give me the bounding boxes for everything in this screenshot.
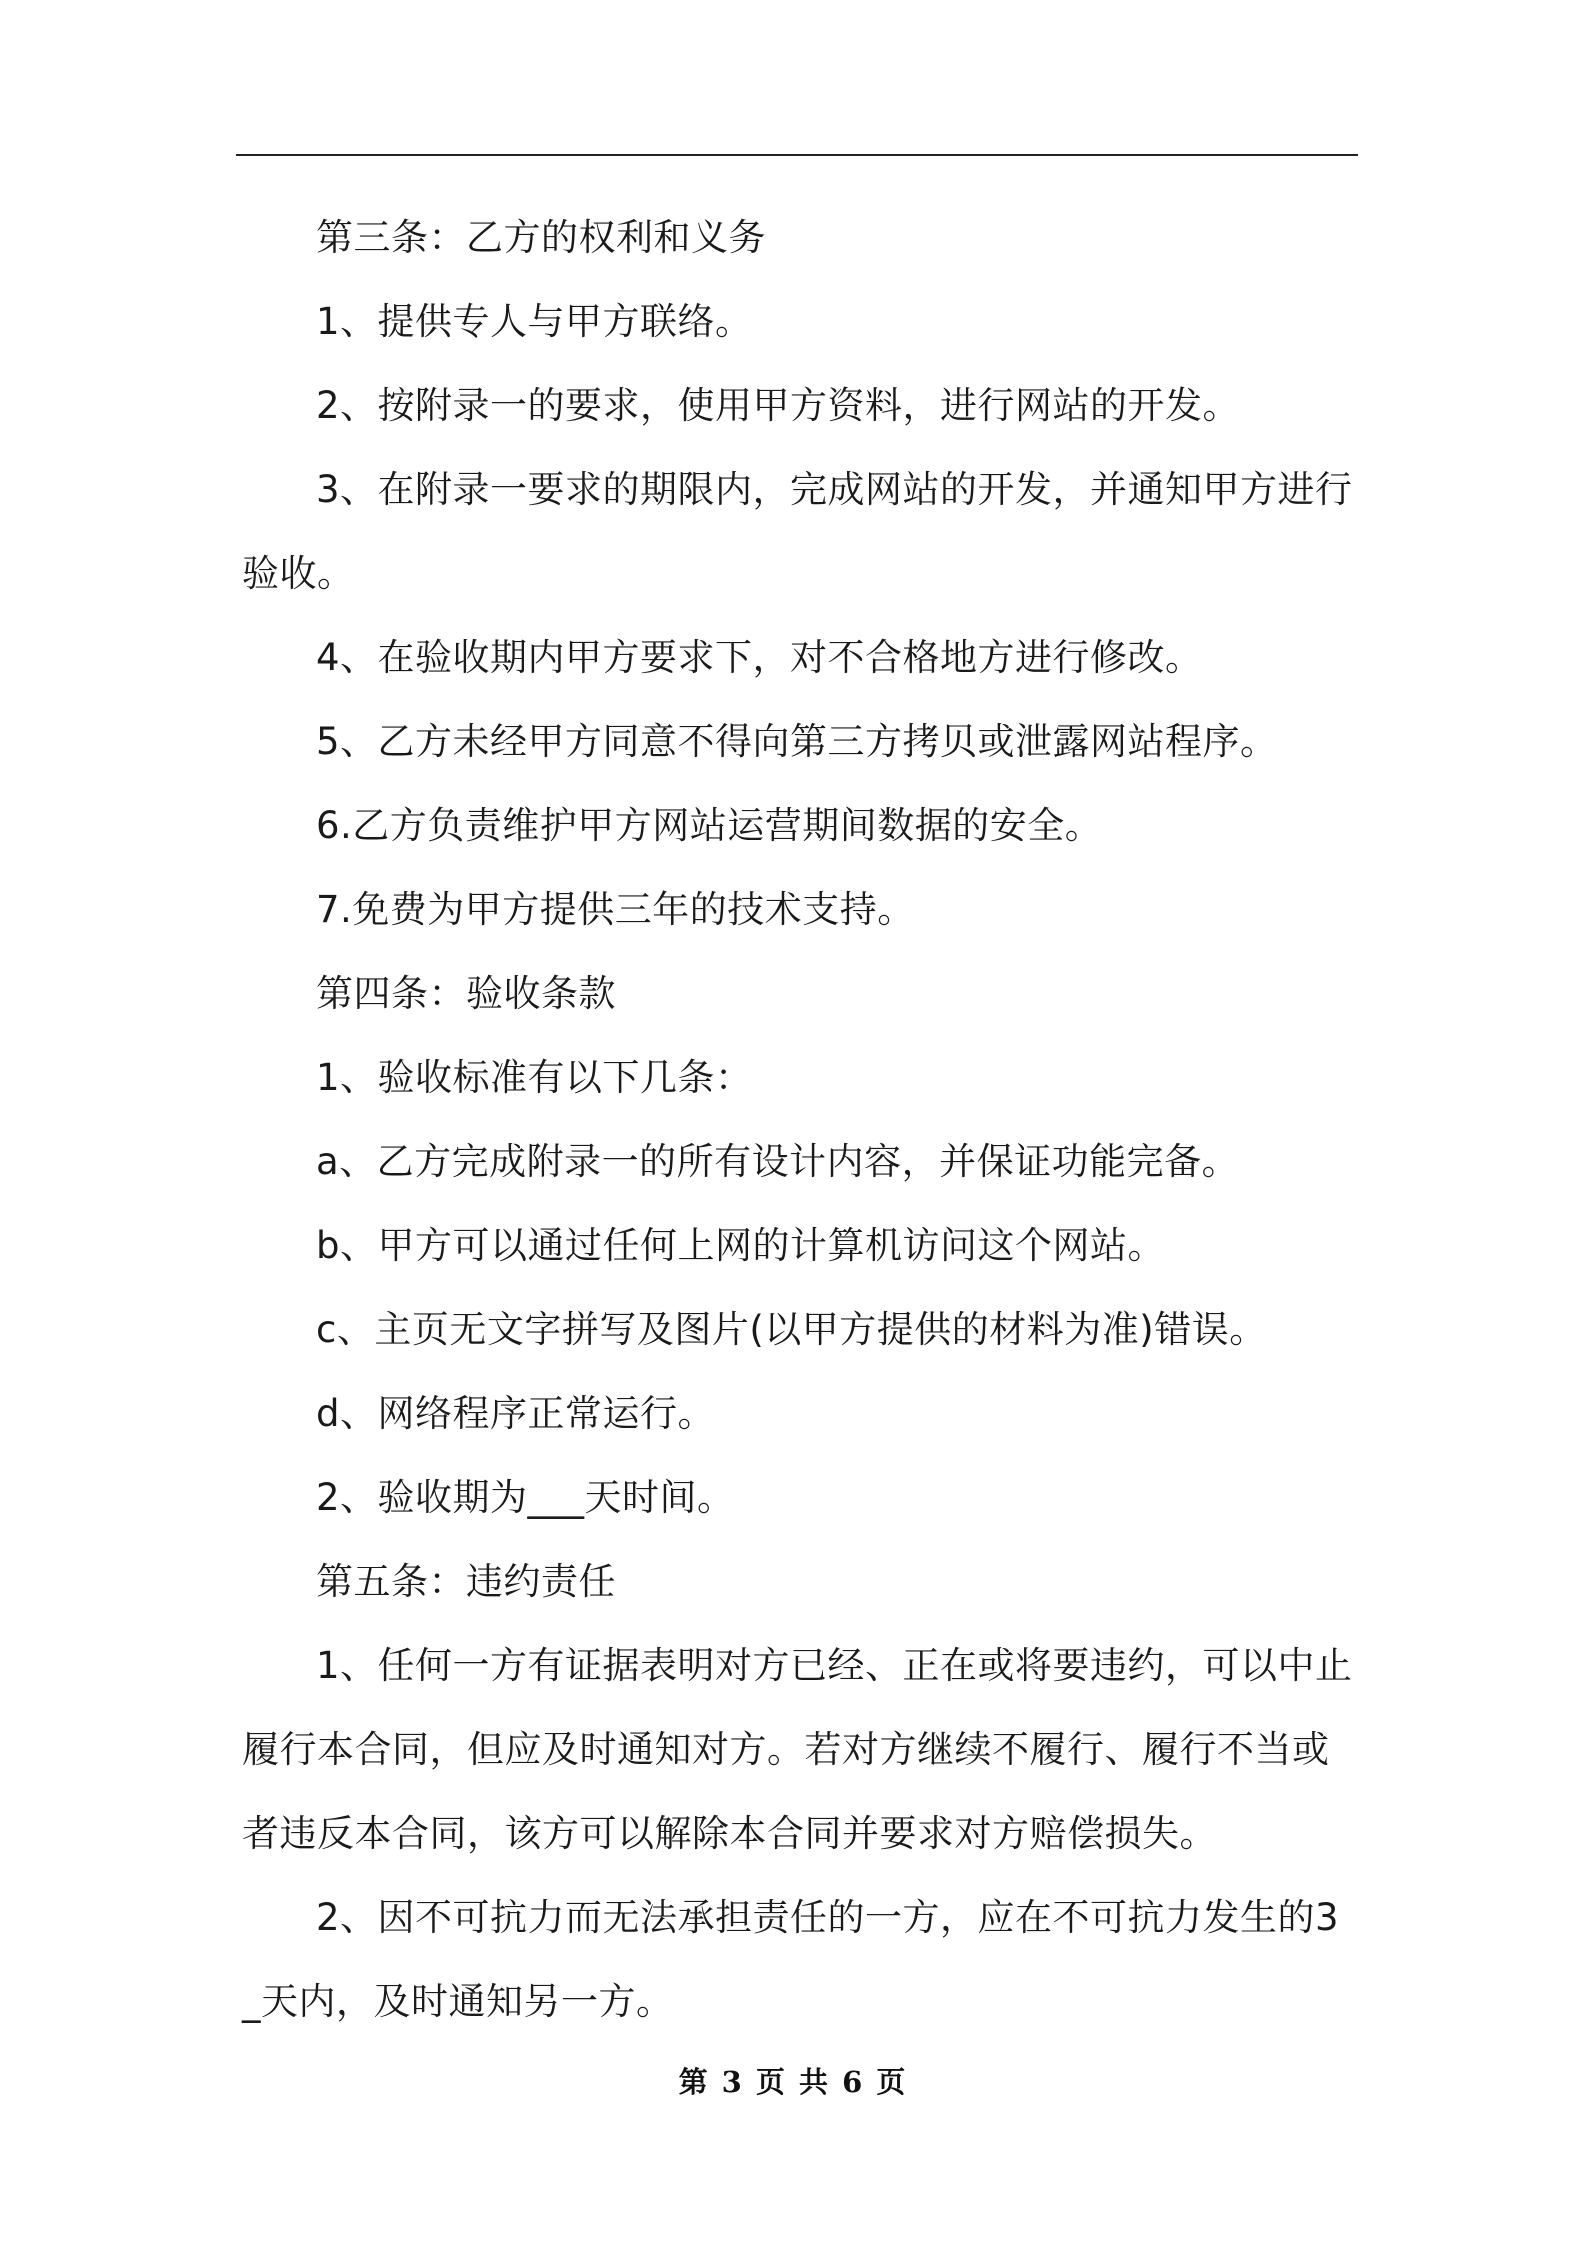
paragraph-item: b、甲方可以通过任何上网的计算机访问这个网站。 [316,1224,1165,1267]
paragraph-item: 1、验收标准有以下几条： [316,1056,753,1099]
paragraph-item: d、网络程序正常运行。 [316,1392,715,1435]
paragraph-item: 1、任何一方有证据表明对方已经、正在或将要违约，可以中止履行本合同，但应及时通知对方。若对方继续不履行、履行不当或者违反本合同，该方可以解除本合同并要求对方赔偿损失。 [242,1644,1353,1855]
paragraph-item: 6.乙方负责维护甲方网站运营期间数据的安全。 [316,804,1103,847]
paragraph-item: a、乙方完成附录一的所有设计内容，并保证功能完备。 [316,1140,1240,1183]
paragraph-item: 2、因不可抗力而无法承担责任的一方，应在不可抗力发生的3_天内，及时通知另一方。 [242,1896,1340,2023]
section-heading-article-5: 第五条：违约责任 [316,1560,616,1603]
section-heading-article-4: 第四条：验收条款 [316,972,616,1015]
paragraph-item: 1、提供专人与甲方联络。 [316,300,753,343]
paragraph-item: 7.免费为甲方提供三年的技术支持。 [316,888,915,931]
section-heading-article-3: 第三条：乙方的权利和义务 [316,216,766,259]
page-number-footer: 第 3 页 共 6 页 [678,2065,908,2099]
paragraph-item: 2、验收期为___天时间。 [316,1476,735,1519]
document-body [242,196,1356,2044]
paragraph-item: 2、按附录一的要求，使用甲方资料，进行网站的开发。 [316,384,1241,427]
paragraph-item: 5、乙方未经甲方同意不得向第三方拷贝或泄露网站程序。 [316,720,1278,763]
paragraph-item: 4、在验收期内甲方要求下，对不合格地方进行修改。 [316,636,1203,679]
paragraph-item: 3、在附录一要求的期限内，完成网站的开发，并通知甲方进行验收。 [242,468,1353,595]
header-divider [236,154,1358,156]
paragraph-item: c、主页无文字拼写及图片(以甲方提供的材料为准)错误。 [316,1308,1267,1351]
